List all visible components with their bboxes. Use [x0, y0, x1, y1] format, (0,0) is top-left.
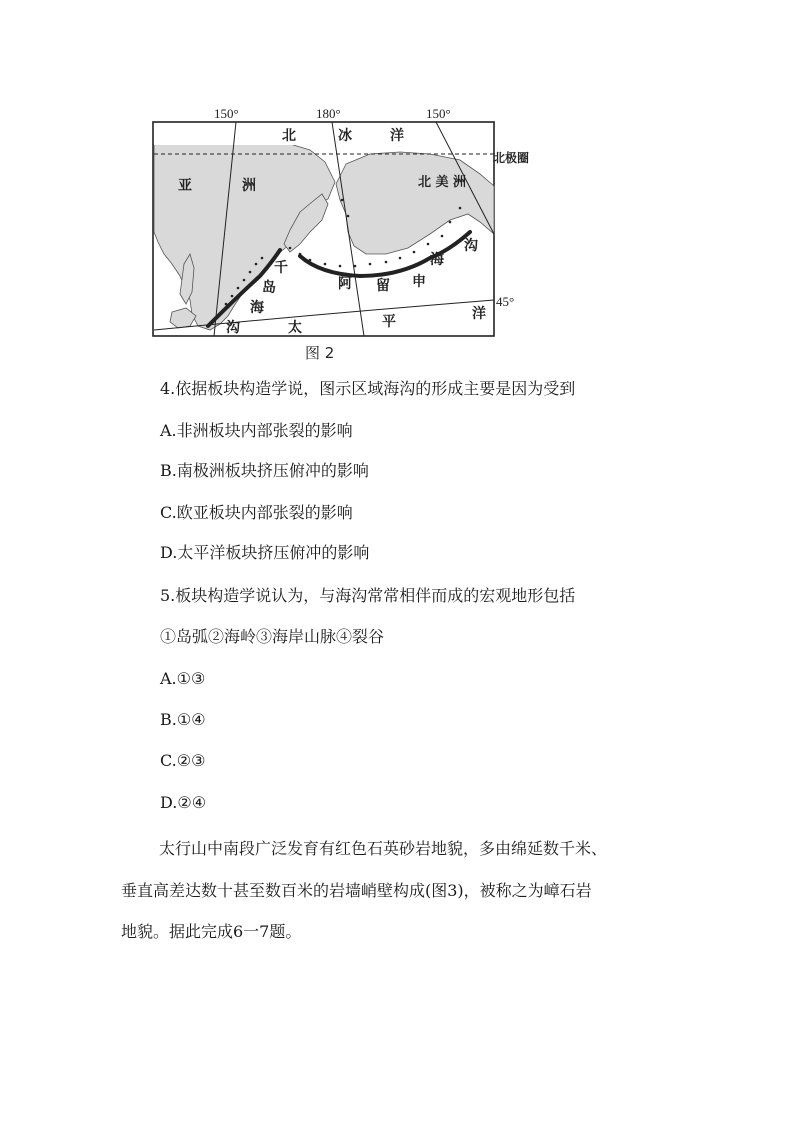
- label-yang-bottom: 洋: [472, 306, 486, 322]
- figure-caption: 图 2: [305, 344, 335, 362]
- passage-line-2: 垂直高差达数十甚至数百米的岩墙峭壁构成(图3)，被称之为嶂石岩: [121, 881, 592, 900]
- q4-option-d: D.太平洋板块挤压俯冲的影响: [160, 543, 370, 562]
- lon-mid-label: 180°: [316, 106, 341, 121]
- label-bei: 北: [282, 128, 296, 144]
- label-hai-left: 海: [250, 300, 264, 316]
- map-figure: [150, 104, 530, 364]
- label-zhou-asia: 洲: [242, 178, 256, 194]
- q5-stem: 5.板块构造学说认为，与海沟常常相伴而成的宏观地形包括: [160, 586, 576, 605]
- label-ya: 亚: [178, 178, 192, 194]
- q4-stem: 4.依据板块构造学说，图示区域海沟的形成主要是因为受到: [160, 379, 576, 398]
- q5-option-d: D.②④: [160, 793, 207, 812]
- label-qian: 千: [274, 260, 288, 276]
- label-gou-right: 沟: [464, 238, 478, 254]
- q4-option-b: B.南极洲板块挤压俯冲的影响: [160, 461, 369, 480]
- label-dao: 岛: [262, 280, 276, 296]
- q5-option-c: C.②③: [160, 751, 206, 770]
- lon-right-label: 150°: [426, 106, 451, 121]
- q5-option-b: B.①④: [160, 710, 206, 729]
- label-ping: 平: [382, 314, 396, 330]
- q4-option-c: C.欧亚板块内部张裂的影响: [160, 503, 353, 522]
- label-bing: 冰: [338, 128, 352, 144]
- label-gou-left: 沟: [226, 320, 240, 336]
- lat-45-label: 45°: [496, 294, 515, 309]
- q5-option-a: A.①③: [160, 669, 206, 688]
- passage-line-3: 地貌。据此完成6一7题。: [121, 922, 302, 941]
- q4-option-a: A.非洲板块内部张裂的影响: [160, 421, 353, 440]
- arctic-circle-label: 北极圈: [493, 151, 530, 165]
- passage-line-1: [121, 839, 681, 859]
- label-hai-right: 海: [430, 252, 444, 268]
- label-yang-top: 洋: [390, 128, 404, 144]
- label-liu: 留: [376, 278, 390, 294]
- passage-text-1: 太行山中南段广泛发育有红色石英砂岩地貌，多由绵延数千米、: [159, 839, 608, 858]
- lon-left-label: 150°: [214, 106, 239, 121]
- label-a: 阿: [338, 276, 352, 292]
- label-north-america: 北 美 洲: [418, 175, 467, 190]
- label-tai: 太: [288, 320, 302, 336]
- q5-items: ①岛弧②海岭③海岸山脉④裂谷: [160, 627, 385, 646]
- label-shen: 申: [412, 274, 426, 290]
